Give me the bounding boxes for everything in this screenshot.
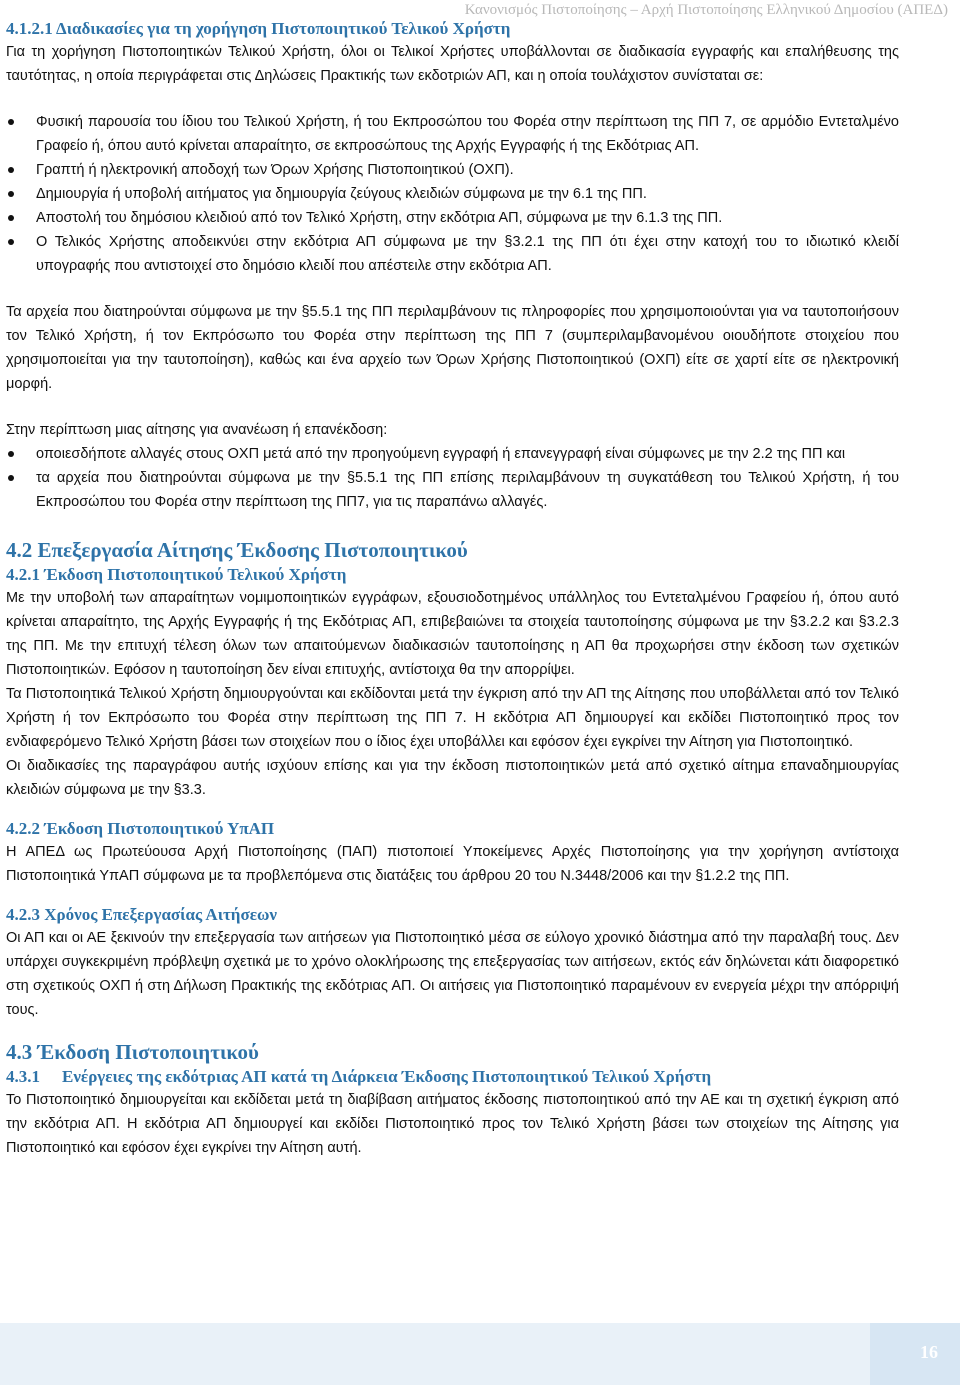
renewal-conditions-list [6, 442, 899, 514]
bullet-icon [8, 451, 14, 457]
paragraph-421-verification: Με την υποβολή των απαραίτητων νομιμοποιητικών εγγράφων, εξουσιοδοτημένος υπάλληλος του Εντεταλμένου Γραφείου ή, όπου αυτό κρίνεται απαραίτητο, της Αρχής Εγγραφής ή της Εκδότριας ΑΠ, επιβεβαιώνει τα στοιχεία ταυτοποίησης σύμφωνα με την §3.2.2 και §3.2.3 της ΠΠ. Με την επιτυχή τέλεση όλων των απαιτούμενων διαδικασιών ταυτοποίησης η ΑΠ θα προχωρήσει στην έκδοση των σχετικών Πιστοποιητικών. Εφόσον η ταυτοποίηση δεν είναι επιτυχής, αντίστοιχα θα την απορρίψει. [6, 590, 899, 678]
list-item: Αποστολή του δημόσιου κλειδιού από τον Τελικό Χρήστη, στην εκδότρια ΑΠ, σύμφωνα με την 6.1.3 της ΠΠ. [6, 206, 899, 230]
registration-requirements-list [6, 110, 899, 278]
paragraph-archives: Τα αρχεία που διατηρούνται σύμφωνα με την §5.5.1 της ΠΠ περιλαμβάνουν τις πληροφορίες που χρησιμοποιούνται για να ταυτοποιήσουν τον Τελικό Χρήστη, ή τον Εκπρόσωπο του Φορέα στην περίπτωση της ΠΠ 7 (συμπεριλαμβανομένου οιουδήποτε στοιχείου που χρησιμοποιείται για την ταυτοποίηση), καθώς και ένα αρχείο των Όρων Χρήσης Πιστοποιητικού (ΟΧΠ) είτε σε χαρτί είτε σε ηλεκτρονική μορφή. [6, 304, 899, 392]
paragraph-registration-intro: Για τη χορήγηση Πιστοποιητικών Τελικού Χρήστη, όλοι οι Τελικοί Χρήστες υποβάλλονται σε διαδικασία εγγραφής και επαλήθευσης της ταυτότητας, η οποία περιγράφεται στις Δηλώσεις Πρακτικής των εκδοτριών ΑΠ, και η οποία τουλάχιστον συνίσταται σε: [6, 44, 899, 84]
heading-4-3: 4.3 Έκδοση Πιστοποιητικού [6, 1040, 259, 1064]
heading-4-1-2-1: 4.1.2.1 Διαδικασίες για τη χορήγηση Πιστοποιητικού Τελικού Χρήστη [6, 19, 511, 38]
bullet-icon [8, 119, 14, 125]
heading-4-2-3: 4.2.3 Χρόνος Επεξεργασίας Αιτήσεων [6, 905, 277, 924]
list-item: Δημιουργία ή υποβολή αιτήματος για δημιουργία ζεύγους κλειδιών σύμφωνα με την 6.1 της ΠΠ. [6, 182, 899, 206]
bullet-icon [8, 475, 14, 481]
paragraph-423-processing-time: Οι ΑΠ και οι ΑΕ ξεκινούν την επεξεργασία των αιτήσεων για Πιστοποιητικό μέσα σε εύλογο χρονικό διάστημα από την παραλαβή τους. Δεν υπάρχει συγκεκριμένη πρόβλεψη σχετικά με το χρόνο ολοκλήρωσης της επεξεργασίας των αιτήσεων, εκτός εάν δηλώνεται κάτι διαφορετικό στη σχετικούς ΟΧΠ ή στη Δήλωση Πρακτικής της εκδότριας ΑΠ. Οι αιτήσεις για Πιστοποιητικό παραμένουν εν ενεργεία μέχρι την απόρριψή τους. [6, 930, 899, 1018]
page-number: 16 [920, 1342, 938, 1362]
bullet-icon [8, 167, 14, 173]
heading-4-2-2: 4.2.2 Έκδοση Πιστοποιητικού ΥπΑΠ [6, 819, 275, 838]
bullet-icon [8, 239, 14, 245]
page-content [6, 18, 899, 1160]
bullet-icon [8, 191, 14, 197]
list-item: τα αρχεία που διατηρούνται σύμφωνα με την §5.5.1 της ΠΠ επίσης περιλαμβάνουν τη συγκατάθεση του Τελικού Χρήστη, ή του Εκπροσώπου του Φορέα στην περίπτωση της ΠΠ7, για τις παραπάνω αλλαγές. [6, 466, 899, 514]
paragraph-421-issuance: Τα Πιστοποιητικά Τελικού Χρήστη δημιουργούνται και εκδίδονται μετά την έγκριση από την ΑΠ της Αίτησης που υποβάλλεται από τον Τελικό Χρήστη ή τον Εκπρόσωπο του Φορέα στην περίπτωση της ΠΠ 7. Η εκδότρια ΑΠ δημιουργεί και εκδίδει Πιστοποιητικό προς τον ενδιαφερόμενο Τελικό Χρήστη βάσει των στοιχείων που ο ίδιος έχει υποβάλλει και εφόσον έχει εγκρίνει την Αίτηση για Πιστοποιητικό. [6, 686, 899, 750]
list-item: οποιεσδήποτε αλλαγές στους ΟΧΠ μετά από την προηγούμενη εγγραφή ή επανεγγραφή είναι σύμφωνες με την 2.2 της ΠΠ και [6, 442, 899, 466]
page-number-tab [870, 1323, 960, 1385]
page-footer [0, 1323, 960, 1385]
paragraph-renewal-intro: Στην περίπτωση μιας αίτησης για ανανέωση ή επανέκδοση: [6, 422, 388, 438]
paragraph-422-subca: Η ΑΠΕΔ ως Πρωτεύουσα Αρχή Πιστοποίησης (ΠΑΠ) πιστοποιεί Υποκείμενες Αρχές Πιστοποίησης για την χορήγηση αντίστοιχα Πιστοποιητικά ΥπΑΠ σύμφωνα με τα προβλεπόμενα στις διατάξεις του άρθρου 20 του Ν.3448/2006 και την §1.2.2 της ΠΠ. [6, 844, 899, 884]
heading-4-3-1: 4.3.1 Ενέργειες της εκδότριας ΑΠ κατά τη Διάρκεια Έκδοσης Πιστοποιητικού Τελικού Χρήστη [6, 1067, 712, 1086]
list-item: Γραπτή ή ηλεκτρονική αποδοχή των Όρων Χρήσης Πιστοποιητικού (ΟΧΠ). [6, 158, 899, 182]
list-item: Ο Τελικός Χρήστης αποδεικνύει στην εκδότρια ΑΠ σύμφωνα με την §3.2.1 της ΠΠ ότι έχει στην κατοχή του το ιδιωτικό κλειδί υπογραφής που αντιστοιχεί στο δημόσιο κλειδί που απέστειλε στην εκδότρια ΑΠ. [6, 230, 899, 278]
heading-4-2: 4.2 Επεξεργασία Αίτησης Έκδοσης Πιστοποιητικού [6, 538, 468, 562]
running-header: Κανονισμός Πιστοποίησης – Αρχή Πιστοποίησης Ελληνικού Δημοσίου (ΑΠΕΔ) [464, 2, 948, 18]
bullet-icon [8, 215, 14, 221]
heading-4-2-1: 4.2.1 Έκδοση Πιστοποιητικού Τελικού Χρήστη [6, 565, 347, 584]
list-item: Φυσική παρουσία του ίδιου του Τελικού Χρήστη, ή του Εκπροσώπου του Φορέα στην περίπτωση της ΠΠ 7, σε αρμόδιο Εντεταλμένο Γραφείο ή, όπου αυτό κρίνεται απαραίτητο, σε εκπροσώπους της Αρχής Εγγραφής ή της Εκδότριας ΑΠ. [6, 110, 899, 158]
paragraph-421-rekey: Οι διαδικασίες της παραγράφου αυτής ισχύουν επίσης και για την έκδοση πιστοποιητικών μετά από σχετικό αίτημα επαναδημιουργίας κλειδιών σύμφωνα με την §3.3. [6, 758, 899, 798]
paragraph-431-ca-actions: Το Πιστοποιητικό δημιουργείται και εκδίδεται μετά τη διαβίβαση αιτήματος έκδοσης πιστοποιητικού από την ΑΕ και τη σχετική έγκριση από την εκδότρια ΑΠ. Η εκδότρια ΑΠ δημιουργεί και εκδίδει Πιστοποιητικό προς τον Τελικό Χρήστη βάσει των στοιχείων της Αίτησης για Πιστοποιητικό και εφόσον έχει εγκρίνει την Αίτηση αυτή. [6, 1092, 899, 1156]
